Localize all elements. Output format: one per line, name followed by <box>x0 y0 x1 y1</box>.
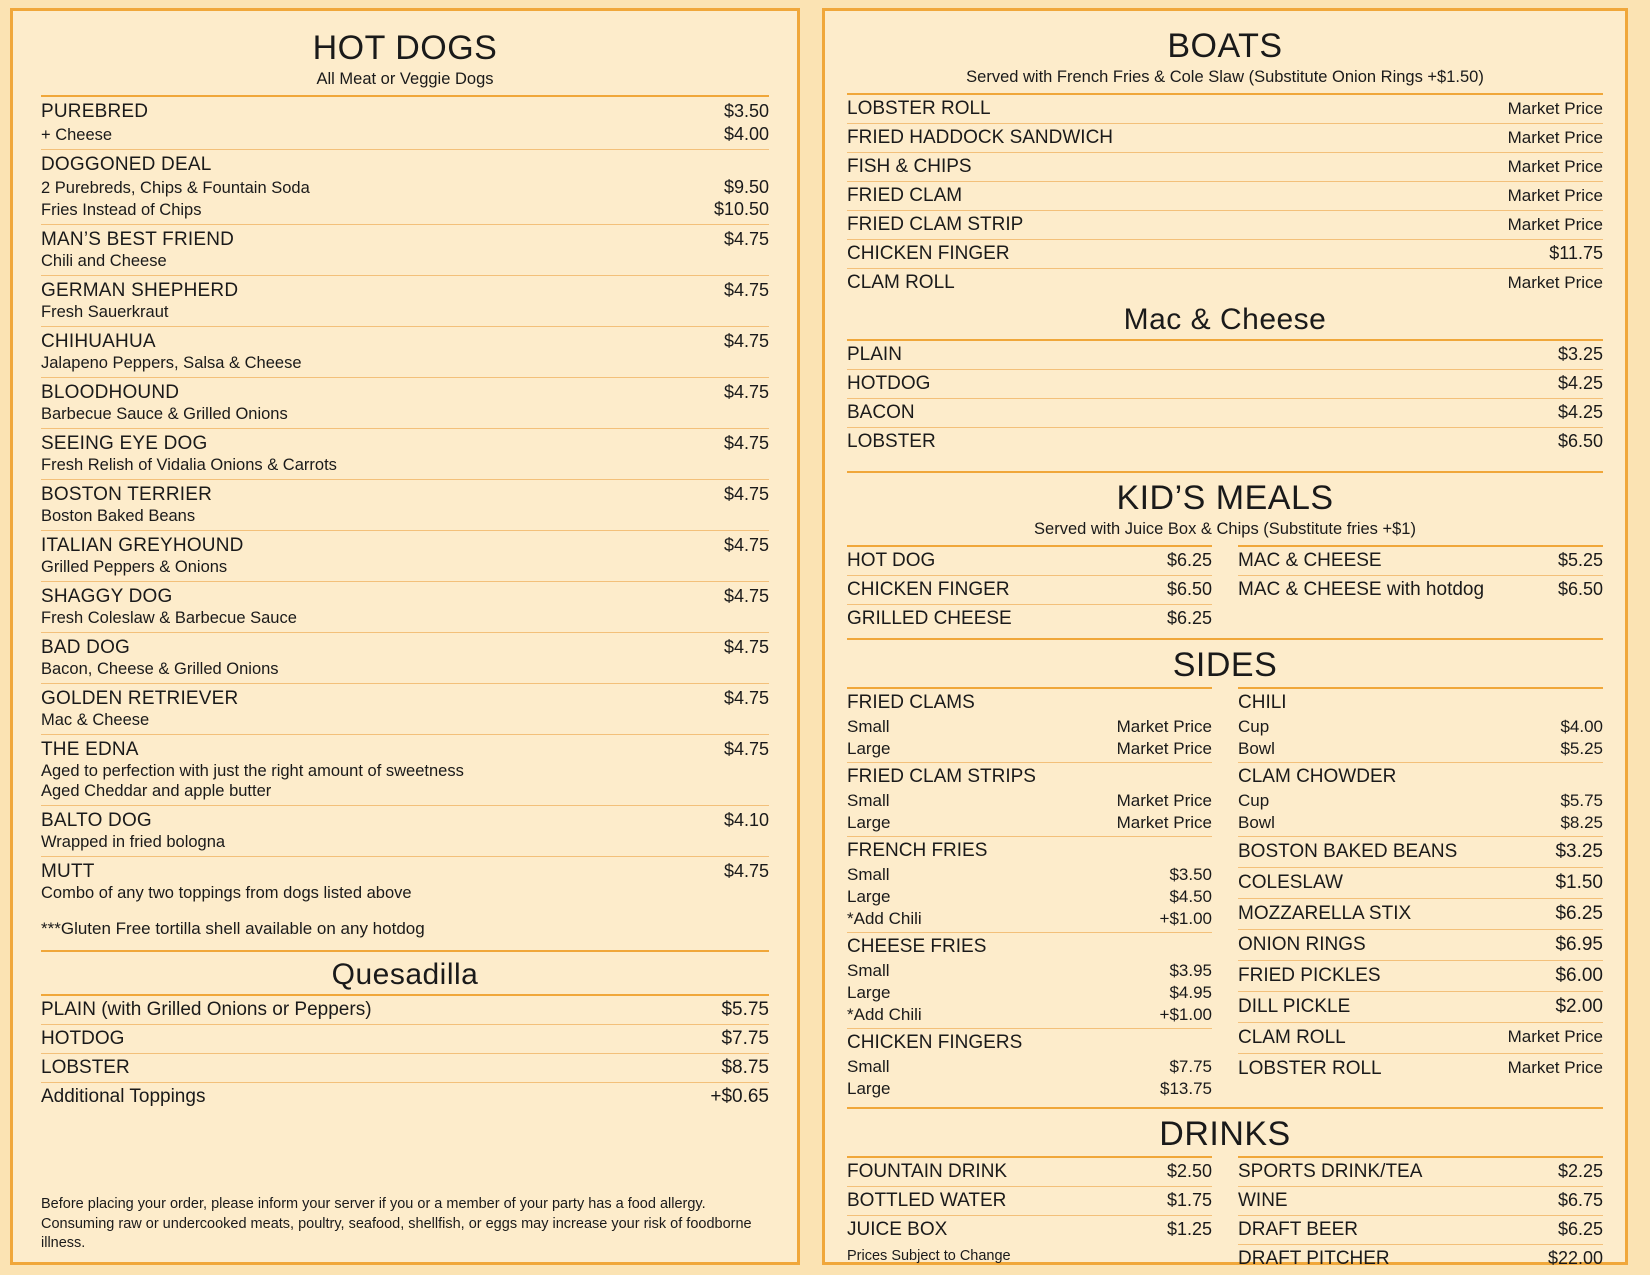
quesadilla-title: Quesadilla <box>331 958 479 991</box>
item-description-text: Fries Instead of Chips <box>41 201 202 219</box>
item-price: $2.00 <box>1555 996 1603 1017</box>
item-price: Market Price <box>1507 128 1603 147</box>
item-description <box>41 833 769 852</box>
item-description <box>41 199 769 220</box>
item-price: Market Price <box>1507 186 1603 205</box>
item-name: WINE <box>1238 1190 1288 1211</box>
item-name: CHICKEN FINGER <box>847 579 1010 600</box>
sides-option <box>847 738 1212 760</box>
mac-and-cheese-list <box>847 339 1603 456</box>
menu-item <box>41 1024 769 1053</box>
menu-item <box>847 545 1212 575</box>
menu-item <box>41 530 769 581</box>
item-name: LOBSTER <box>41 1057 130 1078</box>
kids-meals-title: KID’S MEALS <box>1116 479 1334 517</box>
item-price: $4.75 <box>723 433 769 453</box>
option-price: Market Price <box>1116 813 1212 832</box>
item-price: Market Price <box>1507 1027 1603 1046</box>
option-name: Small <box>847 717 890 736</box>
menu-item <box>1238 1244 1603 1273</box>
allergy-line-1: Before placing your order, please inform your server if you or a member of your party has a food allergy. <box>41 1196 706 1213</box>
item-description <box>41 456 769 475</box>
menu-item <box>41 581 769 632</box>
option-name: Small <box>847 1057 890 1076</box>
sides-option <box>1238 790 1603 812</box>
menu-item <box>41 734 769 805</box>
item-name: MAC & CHEESE with hotdog <box>1238 579 1485 600</box>
item-name: BOSTON BAKED BEANS <box>1238 841 1458 862</box>
sides-option <box>847 982 1212 1004</box>
option-name: Bowl <box>1238 739 1275 758</box>
item-description <box>41 884 769 903</box>
kids-meals-subtitle: Served with Juice Box & Chips (Substitute fries +$1) <box>1034 520 1416 538</box>
item-description <box>41 124 769 145</box>
item-price: $5.25 <box>1557 550 1603 570</box>
sides-option <box>1238 738 1603 760</box>
option-name: Small <box>847 865 890 884</box>
item-name: Additional Toppings <box>41 1086 206 1107</box>
option-price: $3.50 <box>1169 865 1212 884</box>
item-price: $3.50 <box>723 101 769 121</box>
menu-item <box>847 427 1603 456</box>
item-price: $4.75 <box>723 229 769 249</box>
item-name: DILL PICKLE <box>1238 996 1351 1017</box>
menu-item <box>1238 1186 1603 1215</box>
item-description <box>41 177 769 198</box>
item-price: $1.25 <box>1166 1219 1212 1239</box>
item-name: GRILLED CHEESE <box>847 608 1012 629</box>
item-description <box>41 711 769 730</box>
item-name: MAN’S BEST FRIEND <box>41 229 235 250</box>
option-price: Market Price <box>1116 739 1212 758</box>
menu-item <box>41 275 769 326</box>
item-description-text: Boston Baked Beans <box>41 507 196 525</box>
item-name: DRAFT BEER <box>1238 1219 1359 1240</box>
item-description-text: Combo of any two toppings from dogs listed above <box>41 884 412 902</box>
menu-item <box>847 181 1603 210</box>
item-price: Market Price <box>1507 99 1603 118</box>
menu-item <box>847 604 1212 633</box>
item-price: $6.50 <box>1557 579 1603 599</box>
menu-item <box>41 805 769 856</box>
item-price: $4.75 <box>723 484 769 504</box>
hot-dogs-subtitle: All Meat or Veggie Dogs <box>316 70 494 88</box>
item-price: $4.75 <box>723 637 769 657</box>
menu-item <box>1238 991 1603 1022</box>
item-price: $4.75 <box>723 739 769 759</box>
item-name: CLAM ROLL <box>847 272 955 293</box>
item-name: ITALIAN GREYHOUND <box>41 535 244 556</box>
boats-subtitle: Served with French Fries & Cole Slaw (Substitute Onion Rings +$1.50) <box>966 68 1484 86</box>
menu-item <box>41 149 769 224</box>
menu-item <box>847 268 1603 297</box>
sides-option <box>1238 812 1603 834</box>
menu-item <box>847 93 1603 123</box>
divider <box>847 471 1603 473</box>
item-name: SPORTS DRINK/TEA <box>1238 1161 1423 1182</box>
menu-item <box>1238 836 1603 867</box>
menu-item <box>41 856 769 907</box>
item-description-text: Fresh Coleslaw & Barbecue Sauce <box>41 609 297 627</box>
item-price: $22.00 <box>1547 1248 1603 1268</box>
menu-item <box>41 683 769 734</box>
item-name: MOZZARELLA STIX <box>1238 903 1412 924</box>
sides-group <box>847 762 1212 834</box>
item-name: CLAM ROLL <box>1238 1027 1346 1048</box>
item-name: FRIED CLAM STRIP <box>847 214 1024 235</box>
option-price: $3.95 <box>1169 961 1212 980</box>
sides-group <box>847 687 1212 760</box>
menu-item <box>847 575 1212 604</box>
menu-item <box>41 428 769 479</box>
allergy-footer <box>41 1195 769 1254</box>
item-name: FOUNTAIN DRINK <box>847 1161 1008 1182</box>
item-name: FRIED PICKLES <box>1238 965 1381 986</box>
sides-group <box>847 1028 1212 1100</box>
item-price: $3.25 <box>1557 344 1603 364</box>
prices-subject-note: Prices Subject to Change <box>847 1248 1011 1264</box>
item-name: LOBSTER <box>847 431 936 452</box>
option-price: $4.00 <box>1560 717 1603 736</box>
item-name: BACON <box>847 402 915 423</box>
item-name: SEEING EYE DOG <box>41 433 208 454</box>
item-name: FRIED HADDOCK SANDWICH <box>847 127 1114 148</box>
item-name: MAC & CHEESE <box>1238 550 1382 571</box>
sides-option <box>1238 716 1603 738</box>
menu-item <box>1238 545 1603 575</box>
sides-option <box>847 1004 1212 1026</box>
item-description-text: Bacon, Cheese & Grilled Onions <box>41 660 279 678</box>
sides-option <box>847 1056 1212 1078</box>
sides-group-name: CHICKEN FINGERS <box>847 1028 1212 1056</box>
item-price: $6.95 <box>1555 934 1603 955</box>
sides-group-name: CLAM CHOWDER <box>1238 762 1603 790</box>
drinks-title: DRINKS <box>1159 1115 1291 1153</box>
sides-option <box>847 790 1212 812</box>
option-price: $8.25 <box>1560 813 1603 832</box>
option-price: Market Price <box>1116 717 1212 736</box>
kids-meals-list-left <box>847 545 1212 633</box>
item-price: Market Price <box>1507 273 1603 292</box>
option-price: $5.25 <box>1560 739 1603 758</box>
item-name: GOLDEN RETRIEVER <box>41 688 239 709</box>
option-name: Large <box>847 983 891 1002</box>
menu-item <box>1238 575 1603 604</box>
option-price: +$1.00 <box>1159 909 1212 928</box>
item-name: HOT DOG <box>847 550 936 571</box>
item-name: DOGGONED DEAL <box>41 154 212 175</box>
item-description-price: $10.50 <box>713 199 769 219</box>
option-name: Large <box>847 739 891 758</box>
sides-title: SIDES <box>1172 646 1278 684</box>
item-price: $1.75 <box>1166 1190 1212 1210</box>
item-price: $2.50 <box>1166 1161 1212 1181</box>
menu-item <box>847 239 1603 268</box>
drinks-list-left <box>847 1156 1212 1244</box>
item-description-text: Grilled Peppers & Onions <box>41 558 228 576</box>
item-description-text: 2 Purebreds, Chips & Fountain Soda <box>41 179 310 197</box>
item-price: $6.50 <box>1166 579 1212 599</box>
item-description-text: Aged to perfection with just the right amount of sweetness <box>41 762 464 780</box>
item-description <box>41 609 769 628</box>
option-name: *Add Chili <box>847 909 922 928</box>
menu-item <box>1238 867 1603 898</box>
item-description-price: $4.00 <box>723 124 769 144</box>
item-name: LOBSTER ROLL <box>847 98 991 119</box>
divider <box>41 950 769 952</box>
menu-item <box>41 1082 769 1111</box>
sides-option <box>847 886 1212 908</box>
item-name: GERMAN SHEPHERD <box>41 280 239 301</box>
item-price: Market Price <box>1507 215 1603 234</box>
menu-item <box>1238 929 1603 960</box>
item-price: $7.75 <box>721 1028 769 1049</box>
item-description-text: Fresh Sauerkraut <box>41 303 169 321</box>
item-price: $6.25 <box>1555 903 1603 924</box>
divider <box>847 638 1603 640</box>
sides-option <box>847 1078 1212 1100</box>
item-description-price: $9.50 <box>723 177 769 197</box>
left-panel <box>10 8 800 1265</box>
item-name: PLAIN (with Grilled Onions or Peppers) <box>41 999 372 1020</box>
sides-list-left <box>847 687 1212 1102</box>
item-price: $6.25 <box>1557 1219 1603 1239</box>
item-price: $4.75 <box>723 861 769 881</box>
option-price: $13.75 <box>1160 1079 1212 1098</box>
item-name: PLAIN <box>847 344 902 365</box>
item-price: $11.75 <box>1549 243 1603 263</box>
item-price: $4.75 <box>723 331 769 351</box>
item-name: BOTTLED WATER <box>847 1190 1007 1211</box>
item-price: $4.75 <box>723 280 769 300</box>
item-description <box>41 660 769 679</box>
hot-dogs-title: HOT DOGS <box>312 29 498 67</box>
item-name: ONION RINGS <box>1238 934 1366 955</box>
item-description-text: Jalapeno Peppers, Salsa & Cheese <box>41 354 302 372</box>
menu-item <box>1238 1215 1603 1244</box>
quesadilla-list <box>41 994 769 1111</box>
item-price: $4.25 <box>1557 402 1603 422</box>
item-price: $2.25 <box>1557 1161 1603 1181</box>
item-price: $4.75 <box>723 586 769 606</box>
item-price: $4.10 <box>723 810 769 830</box>
item-name: HOTDOG <box>41 1028 125 1049</box>
item-price: Market Price <box>1507 157 1603 176</box>
menu-item <box>41 224 769 275</box>
option-price: $4.95 <box>1169 983 1212 1002</box>
option-price: +$1.00 <box>1159 1005 1212 1024</box>
item-name: LOBSTER ROLL <box>1238 1058 1382 1079</box>
item-name: COLESLAW <box>1238 872 1343 893</box>
menu-item <box>847 398 1603 427</box>
item-price: $4.75 <box>723 382 769 402</box>
hot-dogs-list <box>41 95 769 907</box>
sides-group-name: FRIED CLAM STRIPS <box>847 762 1212 790</box>
item-description-text: Chili and Cheese <box>41 252 167 270</box>
item-description <box>41 762 769 781</box>
gluten-free-note: ***Gluten Free tortilla shell available on any hotdog <box>41 919 425 938</box>
item-description-text: + Cheese <box>41 126 113 144</box>
drinks-list-right <box>1238 1156 1603 1273</box>
item-price: $6.75 <box>1557 1190 1603 1210</box>
item-price: $3.25 <box>1555 841 1603 862</box>
item-description <box>41 405 769 424</box>
sides-group-name: CHILI <box>1238 687 1603 716</box>
kids-meals-list-right <box>1238 545 1603 633</box>
item-description-text: Wrapped in fried bologna <box>41 833 226 851</box>
mac-and-cheese-title: Mac & Cheese <box>1123 303 1327 336</box>
item-description-text: Barbecue Sauce & Grilled Onions <box>41 405 288 423</box>
menu-item <box>847 369 1603 398</box>
menu-item <box>41 377 769 428</box>
sides-group-name: CHEESE FRIES <box>847 932 1212 960</box>
item-price: $6.00 <box>1555 965 1603 986</box>
menu-item <box>41 479 769 530</box>
sides-group-name: FRENCH FRIES <box>847 836 1212 864</box>
menu-item <box>1238 1022 1603 1053</box>
item-name: MUTT <box>41 861 95 882</box>
option-name: Large <box>847 1079 891 1098</box>
option-price: $7.75 <box>1169 1057 1212 1076</box>
sides-option <box>847 960 1212 982</box>
boats-title: BOATS <box>1167 27 1283 65</box>
item-price: $5.75 <box>721 999 769 1020</box>
option-name: Small <box>847 791 890 810</box>
sides-group <box>847 836 1212 930</box>
sides-option <box>847 812 1212 834</box>
menu-item <box>847 1215 1212 1244</box>
sides-group <box>1238 687 1603 760</box>
menu-item <box>41 95 769 149</box>
item-name: BOSTON TERRIER <box>41 484 213 505</box>
option-price: $4.50 <box>1169 887 1212 906</box>
boats-list <box>847 93 1603 297</box>
item-price: $6.25 <box>1166 608 1212 628</box>
item-description <box>41 558 769 577</box>
menu-item <box>41 994 769 1024</box>
item-description <box>41 782 769 801</box>
option-name: Bowl <box>1238 813 1275 832</box>
sides-option <box>847 716 1212 738</box>
option-name: Large <box>847 813 891 832</box>
menu-item <box>41 632 769 683</box>
menu-item <box>847 1156 1212 1186</box>
menu-item <box>847 123 1603 152</box>
item-description <box>41 354 769 373</box>
option-name: Large <box>847 887 891 906</box>
option-name: Cup <box>1238 717 1270 736</box>
item-name: BAD DOG <box>41 637 131 658</box>
menu-item <box>847 152 1603 181</box>
menu-item <box>847 339 1603 369</box>
option-name: Small <box>847 961 890 980</box>
item-name: FRIED CLAM <box>847 185 963 206</box>
item-name: HOTDOG <box>847 373 931 394</box>
item-price: +$0.65 <box>710 1086 769 1107</box>
sides-option <box>847 908 1212 930</box>
item-price: $1.50 <box>1555 872 1603 893</box>
item-description <box>41 507 769 526</box>
item-name: PUREBRED <box>41 101 149 122</box>
menu-item <box>847 210 1603 239</box>
item-name: BLOODHOUND <box>41 382 180 403</box>
menu-item <box>41 1053 769 1082</box>
menu-item <box>1238 898 1603 929</box>
right-panel <box>822 8 1628 1269</box>
option-price: $5.75 <box>1560 791 1603 810</box>
item-description-text: Fresh Relish of Vidalia Onions & Carrots <box>41 456 337 474</box>
sides-group <box>1238 762 1603 834</box>
item-price: $8.75 <box>721 1057 769 1078</box>
item-name: CHICKEN FINGER <box>847 243 1010 264</box>
item-price: $4.75 <box>723 535 769 555</box>
sides-group <box>847 932 1212 1026</box>
item-name: THE EDNA <box>41 739 139 760</box>
option-name: Cup <box>1238 791 1270 810</box>
item-name: JUICE BOX <box>847 1219 948 1240</box>
item-description-text: Mac & Cheese <box>41 711 150 729</box>
sides-group-name: FRIED CLAMS <box>847 687 1212 716</box>
menu-item <box>1238 960 1603 991</box>
item-name: SHAGGY DOG <box>41 586 173 607</box>
item-name: BALTO DOG <box>41 810 152 831</box>
item-price: $4.75 <box>723 688 769 708</box>
option-name: *Add Chili <box>847 1005 922 1024</box>
menu-item <box>41 326 769 377</box>
item-description <box>41 252 769 271</box>
item-description-text: Aged Cheddar and apple butter <box>41 782 272 800</box>
menu-item <box>847 1186 1212 1215</box>
menu-item <box>1238 1156 1603 1186</box>
item-price: $6.50 <box>1557 431 1603 451</box>
sides-option <box>847 864 1212 886</box>
sides-list-right <box>1238 687 1603 1102</box>
allergy-line-2: Consuming raw or undercooked meats, poultry, seafood, shellfish, or eggs may increase your risk of foodborne illness. <box>41 1215 752 1252</box>
item-price: $6.25 <box>1166 550 1212 570</box>
item-price: Market Price <box>1507 1058 1603 1077</box>
item-price: $4.25 <box>1557 373 1603 393</box>
item-name: DRAFT PITCHER <box>1238 1248 1390 1269</box>
divider <box>847 1107 1603 1109</box>
item-name: FISH & CHIPS <box>847 156 972 177</box>
menu-item <box>1238 1053 1603 1084</box>
item-description <box>41 303 769 322</box>
item-name: CHIHUAHUA <box>41 331 156 352</box>
option-price: Market Price <box>1116 791 1212 810</box>
